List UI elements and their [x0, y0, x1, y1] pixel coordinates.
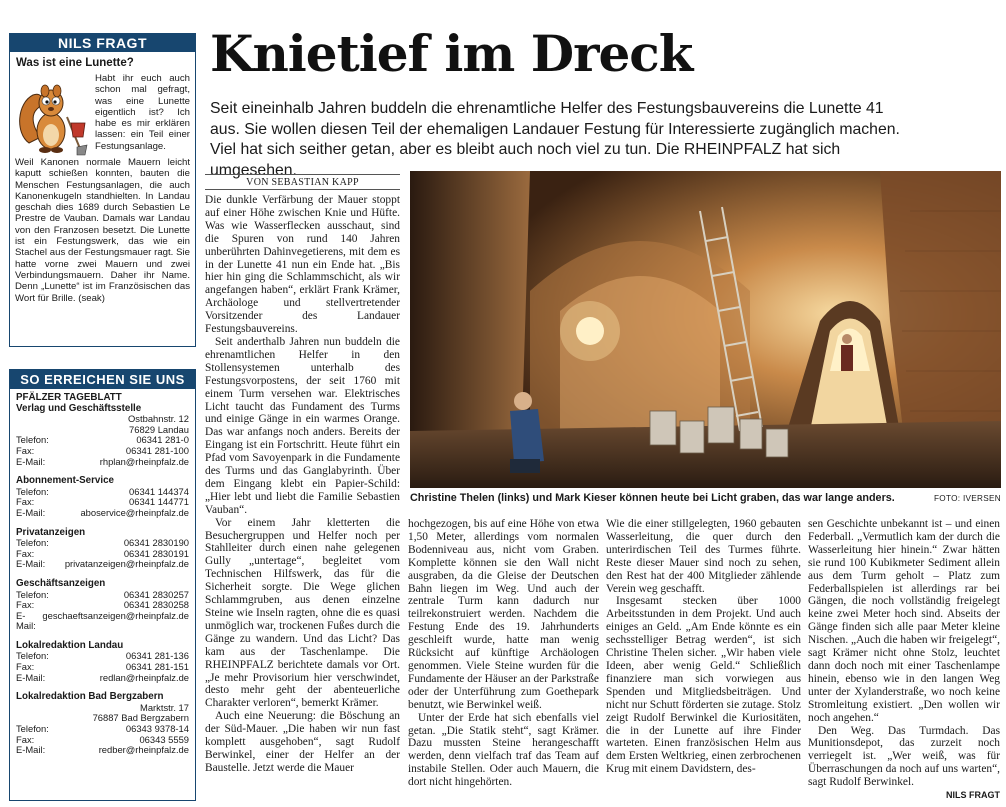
paragraph: Unter der Erde hat sich ebenfalls viel getan. „Die Statik steht“, sagt Krämer. Dazu mussten Steine herangeschafft werden, denn vielfach traf das Team auf instabile Stellen. Oder auch Mauern, die dort nicht hingehörten.: [408, 711, 599, 789]
paragraph: Auch eine Neuerung: die Böschung an der Süd-Mauer. „Die haben wir nun fast komplett ausgehoben“, sagt Rudolf Berwinkel, einer der Helfer an der Baustelle. Jetzt werde die Mauer: [205, 710, 400, 774]
paragraph: Die dunkle Verfärbung der Mauer stoppt auf einer Höhe zwischen Knie und Hüfte. Was wie Wasserflecken ausschaut, sind die Spuren von rund 140 Jahren unberührten Dahinvegetierens, mit dem es in der Lunette 41 nun ein Ende hat. „Bis hier hin ging die Schlammschicht, als wir angefangen haben“, erklärt Frank Krämer, Archäologe und stellvertretender Vorsitzender des Landauer Festungsbauvereins.: [205, 194, 400, 336]
article-column-1: [205, 194, 400, 804]
article-column-4: [808, 518, 1000, 804]
nils-intro-text: Habt ihr euch auch schon mal gefragt, was eine Lunette eigentlich ist? Ich habe es mir erklären lassen: ein Teil einer Festungsanlage.: [95, 73, 190, 152]
contact-box: [9, 369, 196, 801]
contact-row: Fax: 06341 2830258: [16, 599, 189, 611]
article-column-3: [606, 518, 801, 804]
section-title: Lokalredaktion Bad Bergzabern: [16, 691, 164, 703]
paragraph: hochgezogen, bis auf eine Höhe von etwa 1,50 Meter, allerdings vom normalen Bodenniveau aus, nicht vom Graben. Komplette können sie den Wall nicht ausgraben, da die Gleise der Deutschen Bahn liegen im Weg. Und auch der zentrale Turm kann dadurch nur teilrekonstruiert werden. Nachdem die Festung Ende des 19. Jahrhunderts geschleift wurde, hatte man wenig Rücksicht auf künftige Archäologen genommen. Viele Steine wurden für die Fundamente der Häuser an der Parkstraße oder der Unterführung zum Goethepark benutzt, wie Berwinkel weiß.: [408, 518, 599, 711]
email-link[interactable]: privatanzeigen@rheinpfalz.de: [64, 558, 189, 570]
contact-row: Telefon: 06341 2830257: [16, 588, 189, 600]
article-byline: VON SEBASTIAN KAPP: [205, 174, 400, 190]
contact-row: E-Mail: redlan@rheinpfalz.de: [16, 671, 189, 683]
contact-row: Fax: 06341 144771: [16, 496, 189, 508]
paragraph: Insgesamt stecken über 1000 Arbeitsstunden in dem Projekt. Und auch einiges an Geld. „Am Ende könnte es ein sechsstelliger Betrag werden“, ist sich Christine Thelen sicher. „Wir haben viele Ideen, aber wenig Geld.“ Schließlich finanziere man sich vorwiegen aus Spenden und Mitgliedsbeiträgen. Und nicht nur Schutt förderten sie zutage. Stolz zeigt Rudolf Berwinkel die Kuriositäten, die in der Lunette auf ihre Finder warteten. Einen französischen Helm aus dem Ersten Weltkrieg, einen zerbrochenen Krug mit einem Davidstern, des-: [606, 595, 801, 776]
section-title: Lokalredaktion Landau: [16, 639, 124, 651]
publisher-name: PFÄLZER TAGEBLATT: [16, 392, 122, 403]
tunnel-photo-image: [410, 171, 1001, 488]
section-title: Geschäftsanzeigen: [16, 577, 106, 589]
article-lead: Seit eineinhalb Jahren buddeln die ehrenamtliche Helfer des Festungsbauvereins die Lunette 41 aus. Sie wollen diesen Teil der ehemaligen Landauer Festung für Interessierte zugänglich machen. Viel hat sich seither getan, aber es bleibt auch noch viel zu tun. Die RHEINPFALZ hat sich umgesehen.: [210, 100, 900, 179]
contact-row: Telefon: 06341 144374: [16, 485, 189, 497]
contact-row: Telefon: 06341 2830190: [16, 537, 189, 549]
photo-caption: Christine Thelen (links) und Mark Kieser können heute bei Licht graben, das war lange anders.: [410, 492, 895, 504]
email-link[interactable]: geschaeftsanzeigen@rheinpfalz.de: [42, 609, 189, 621]
contact-row: Telefon: 06341 281-0: [16, 434, 189, 446]
contact-row: Telefon: 06341 281-136: [16, 650, 189, 662]
photo-credit: FOTO: IVERSEN: [934, 494, 1001, 503]
publisher-street: Ostbahnstr. 12: [128, 413, 189, 425]
paragraph: Seit anderthalb Jahren nun buddeln die ehrenamtlichen Helfer in den Stollensystemen unterhalb des Festungsvorpostens, der seit 1760 mit einem Turm versehen war. Elektrisches Licht taucht das Fundament des Turms und einige Gänge in ein warmes Orange. Das war anfangs noch anders. Bereits der Eingang ist ein Fortschritt. Heute führt ein Pfad vom Savoyenpark in die Fundamente des Turms und das Ganglabyrinth. Über dem Eingang klebt ein Papier-Schild: „Hier lebt und liebt die Familie Sebastien Vauban“.: [205, 335, 400, 516]
nils-body-text: Weil Kanonen normale Mauern leicht kaputt schießen konnten, bauten die Menschen Festungsanlagen, die auch Kanonenkugeln standhielten. In Landau geschah dies 1689 durch Sebastien Le Prestre de Vauban. Damals war Landau von den Franzosen besetzt. Die Lunette ist ein Festungswerk, das wie ein Stachel aus der Festungsmauer ragt. Sie hatte vorne zwei Mauern und zwei Verbindungsmauern. Daher ihr Name. Denn „Lunette“ ist im Französischen das Wort für Brille. (seak): [15, 157, 190, 304]
photo-caption-row: [410, 492, 1001, 504]
article-column-2: [408, 518, 599, 804]
contact-row: E-Mail: geschaeftsanzeigen@rheinpfalz.de: [16, 609, 189, 632]
contact-row: Fax: 06341 281-100: [16, 444, 189, 456]
email-link[interactable]: aboservice@rheinpfalz.de: [80, 506, 189, 518]
email-link[interactable]: rhplan@rheinpfalz.de: [99, 455, 189, 467]
paragraph: Vor einem Jahr kletterten die Besuchergruppen und Helfer noch per Stahlleiter durch einen nahe gelegenen Gully „untertage“, begleitet vom Technischen Hilfswerk, das für die Sicherheit sorgte. Die Wege glichen Schlammgruben, aus denen einzelne Steine wie Inseln ragten, ohne die es quasi unmöglich war, trockenen Fußes durch die Gänge zu wandern. Und das Licht? Das kam aus der Taschenlampe. Die RHEINPFALZ berichtete damals vor Ort. „Je mehr Provisorium hier verschwindet, desto mehr geht der abenteuerliche Charakter verloren“, bemerkt Krämer.: [205, 516, 400, 710]
article-headline: Knietief im Dreck: [210, 24, 693, 83]
contact-row: Fax: 06341 2830191: [16, 547, 189, 559]
nils-fragt-header: NILS FRAGT: [10, 34, 195, 52]
nils-question: Was ist eine Lunette?: [16, 57, 134, 69]
bergzabern-street: Marktstr. 17: [140, 701, 189, 713]
nils-fragt-box: [9, 33, 196, 347]
contact-row: Fax: 06343 5559: [16, 733, 189, 745]
publisher-subtitle: Verlag und Geschäftsstelle: [16, 402, 142, 414]
section-title: Abonnement-Service: [16, 475, 114, 487]
contact-row: Fax: 06341 281-151: [16, 661, 189, 673]
squirrel-mascot-icon: [15, 73, 91, 157]
paragraph: Den Weg. Das Turmdach. Das Munitionsdepot, das zurzeit noch verriegelt ist. „Wer weiß, was für Überraschungen da noch auf uns warten“, sagt Rudolf Berwinkel.: [808, 724, 1000, 789]
contact-row: E-Mail: privatanzeigen@rheinpfalz.de: [16, 558, 189, 570]
contact-row: E-Mail: aboservice@rheinpfalz.de: [16, 506, 189, 518]
contact-row: Telefon: 06343 9378-14: [16, 723, 189, 735]
email-link[interactable]: redlan@rheinpfalz.de: [99, 671, 189, 683]
section-title: Privatanzeigen: [16, 526, 86, 538]
contact-row: E-Mail: rhplan@rheinpfalz.de: [16, 455, 189, 467]
publisher-city: 76829 Landau: [129, 423, 189, 435]
author-tag: NILS FRAGT: [946, 790, 1000, 801]
article-photo: [410, 171, 1001, 488]
bergzabern-city: 76887 Bad Bergzabern: [92, 712, 189, 724]
paragraph: Wie die einer stillgelegten, 1960 gebauten Wasserleitung, die quer durch den unterirdischen Teil des Turmes führte. Reste dieser Mauer sind noch zu sehen, den Rest hat der 400 Mitglieder zählende Verein weg geschafft.: [606, 518, 801, 595]
contact-row: E-Mail: redber@rheinpfalz.de: [16, 744, 189, 756]
email-link[interactable]: redber@rheinpfalz.de: [98, 744, 189, 756]
paragraph: sen Geschichte unbekannt ist – und einen Federball. „Vermutlich kam der durch die Wasserleitung hier hinein.“ Zwar hätten sie rund 100 Kubikmeter Sediment allein aus dem Turm geholt – Platz zum Federballspielen ist allerdings rar bei Gängen, die noch vollständig freigelegt keine zwei Meter hoch sind. Abseits der Gänge finden sich alle paar Meter kleine Nischen. „Auch die haben wir freigelegt“, sagt Krämer nicht ohne Stolz, leuchtet dann doch noch mit einer Taschenlampe hinein, ebenso wie in den langen Weg unter der Xylanderstraße, wo noch keine Stromleitung existiert. „Den wollen wir noch angehen.“: [808, 518, 1000, 724]
contact-header: SO ERREICHEN SIE UNS: [10, 370, 195, 389]
